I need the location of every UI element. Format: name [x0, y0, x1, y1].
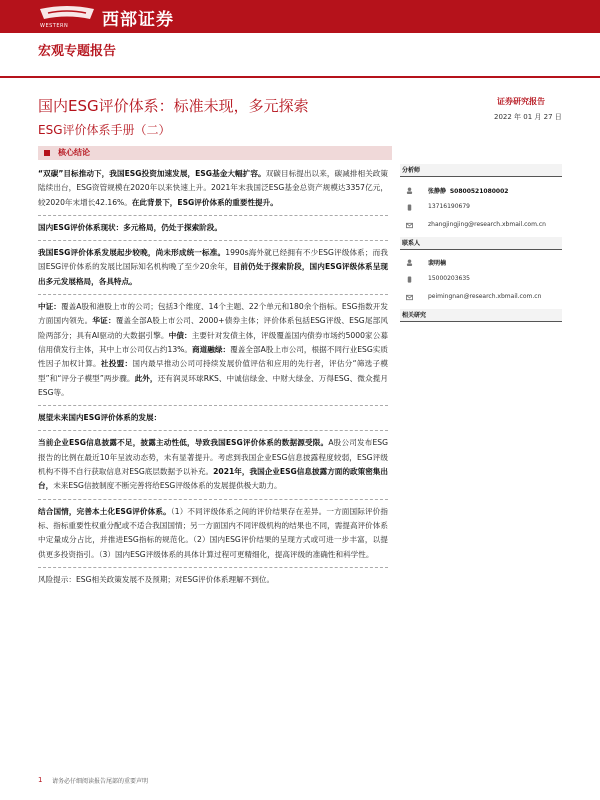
main-content	[38, 167, 388, 592]
contact-email-row	[400, 291, 580, 305]
divider	[38, 430, 388, 431]
contact-phone: 15000203635	[428, 275, 470, 282]
analyst-phone: 13716190679	[428, 203, 470, 210]
bold-text: 此外，	[134, 373, 158, 383]
analyst-cert: S0800521080002	[449, 188, 509, 195]
divider	[38, 294, 388, 295]
paragraph	[38, 411, 388, 425]
page-number: 1	[38, 776, 43, 784]
person-icon	[406, 259, 413, 266]
analyst-name: 张静静	[428, 188, 447, 195]
footer-note: 请务必仔细阅读报告尾部的重要声明	[52, 778, 149, 785]
contact-row	[400, 256, 580, 270]
divider	[38, 240, 388, 241]
person-icon	[406, 187, 413, 194]
bold-text: 目前仍处于探索阶段，国内ESG评级体系呈现出多元发展格局，各具特点。	[38, 262, 388, 286]
bold-text: 当前企业ESG信息披露不足，披露主动性低，导致我国ESG评价体系的数据源受限。	[38, 438, 329, 448]
paragraph	[38, 436, 388, 493]
divider	[38, 215, 388, 216]
report-type: 宏观专题报告	[38, 44, 117, 59]
text: （1）不同评级体系之间的评价结果存在差异。一方面国际评价指标、指标重要性权重分配或不适合我国国情；另一方面国内不同评级机构的结果也不同，需提高评价体系中定量成分占比，并推进ESG指标的规范化。（2）国内ESG评价结果的呈现方式或可进一步丰富，以提供更多投资指引。（3）国内ESG评级体系的具体计算过程可更精细化，提高评级的准确性和科学性。	[38, 506, 388, 559]
paragraph	[38, 300, 388, 400]
paragraph	[38, 505, 388, 562]
bold-text: 社投盟：	[100, 359, 133, 369]
analyst-phone-row	[400, 201, 580, 215]
phone-icon	[406, 204, 413, 211]
page-subtitle: ESG评价体系手册（二）	[38, 123, 171, 137]
page-title: 国内ESG评价体系：标准未现，多元探索	[38, 97, 309, 115]
related-header	[400, 309, 562, 322]
header-band	[0, 0, 600, 33]
divider	[38, 567, 388, 568]
bold-text: 华证：	[92, 316, 116, 326]
paragraph	[38, 246, 388, 289]
bold-text: 中证：	[38, 302, 61, 312]
analyst-row	[400, 184, 580, 198]
contact-phone-row	[400, 273, 580, 287]
bold-text: 中债：	[168, 330, 192, 340]
risk-note: 风险提示：ESG相关政策发展不及预期；对ESG评价体系理解不到位。	[38, 574, 275, 584]
brand-sub: WESTERN	[40, 23, 69, 29]
bold-text: 展望未来国内ESG评价体系的发展：	[38, 413, 162, 423]
contact-name: 裴明楠	[428, 260, 447, 267]
bold-text: 我国ESG评价体系发展起步较晚，尚未形成统一标准。	[38, 248, 226, 258]
analyst-email[interactable]: zhangjingjing@research.xbmail.com.cn	[428, 221, 546, 228]
text: 主要针对发债主体，评级覆盖国内债券市场约5000家公募信用债发行主体，其中上市公司仅占约13%。	[38, 330, 389, 354]
bold-text: 2021年，我国企业ESG信息披露方面的政策密集出台，	[38, 467, 388, 491]
section-header	[38, 146, 392, 160]
text: 双碳目标提出以来，碳减排相关政策陆续出台，ESG资管规模在2020年以来快速上升。2021年末我国泛ESG基金总资产规模达3357亿元，较2020年末增长42.16%。	[38, 169, 389, 207]
bold-text: 国内ESG评价体系现状：多元格局，仍处于探索阶段。	[38, 222, 222, 232]
text: 1990s海外就已经拥有不少ESG评级体系；而我国ESG评价体系的发展比国际知名机构晚了至少20余年，	[38, 248, 388, 272]
paragraph	[38, 221, 388, 235]
text: 覆盖全部A股上市公司、2000+债券主体；评价体系包括ESG评级、ESG尾部风险两部分；具有AI驱动的大数据引擎。	[38, 316, 389, 340]
bullet-icon	[44, 150, 50, 156]
divider	[38, 405, 388, 406]
analyst-label: 分析师	[402, 167, 421, 174]
phone-icon	[406, 276, 413, 283]
report-date: 2022 年 01 月 27 日	[494, 113, 562, 121]
paragraph	[38, 167, 388, 210]
analyst-header	[400, 164, 562, 177]
contact-label: 联系人	[402, 240, 421, 247]
brand-name: 西部证券	[102, 10, 174, 30]
side-heading: 证券研究报告	[497, 97, 545, 106]
divider	[0, 76, 600, 78]
bold-text: “双碳”目标推动下，我国ESG投资加速发展，ESG基金大幅扩容。	[38, 169, 266, 178]
contact-header	[400, 237, 562, 250]
email-icon	[406, 222, 413, 229]
text: 国内最早推动公司可持续发展价值评估和应用的先行者，评估分“筛选子模型”和“评分子模型”两步骤。	[38, 359, 389, 383]
text: 还有润灵环球RKS、中诚信绿金、中财大绿金、万得ESG、微众揽月ESG等。	[38, 373, 388, 397]
text: 未来ESG信披制度不断完善将给ESG评级体系的发展提供极大助力。	[53, 481, 282, 491]
text: A股公司发布ESG报告的比例在最近10年呈波动态势，未有显著提升。考虑到我国企业ESG信息披露程度较弱，ESG评级机构不得不自行获取信息对ESG底层数据予以补充。	[38, 438, 388, 477]
contact-email[interactable]: peimingnan@research.xbmail.com.cn	[428, 293, 542, 300]
bold-text: 商道融绿：	[192, 344, 231, 354]
text: 覆盖全部A股上市公司，根据不同行业ESG实质性因子加权计算。	[38, 344, 388, 369]
bold-text: 结合国情，完善本土化ESG评价体系。	[38, 506, 171, 516]
divider	[38, 499, 388, 500]
bold-text: 在此背景下，ESG评价体系的重要性提升。	[131, 197, 278, 207]
email-icon	[406, 294, 413, 301]
related-label: 相关研究	[402, 312, 427, 319]
analyst-email-row	[400, 219, 580, 233]
text: 覆盖A股和港股上市的公司；包括3个维度、14个主题、22个单元和180余个指标。ESG指数开发方面国内领先。	[38, 302, 388, 326]
section-label: 核心结论	[58, 148, 90, 157]
